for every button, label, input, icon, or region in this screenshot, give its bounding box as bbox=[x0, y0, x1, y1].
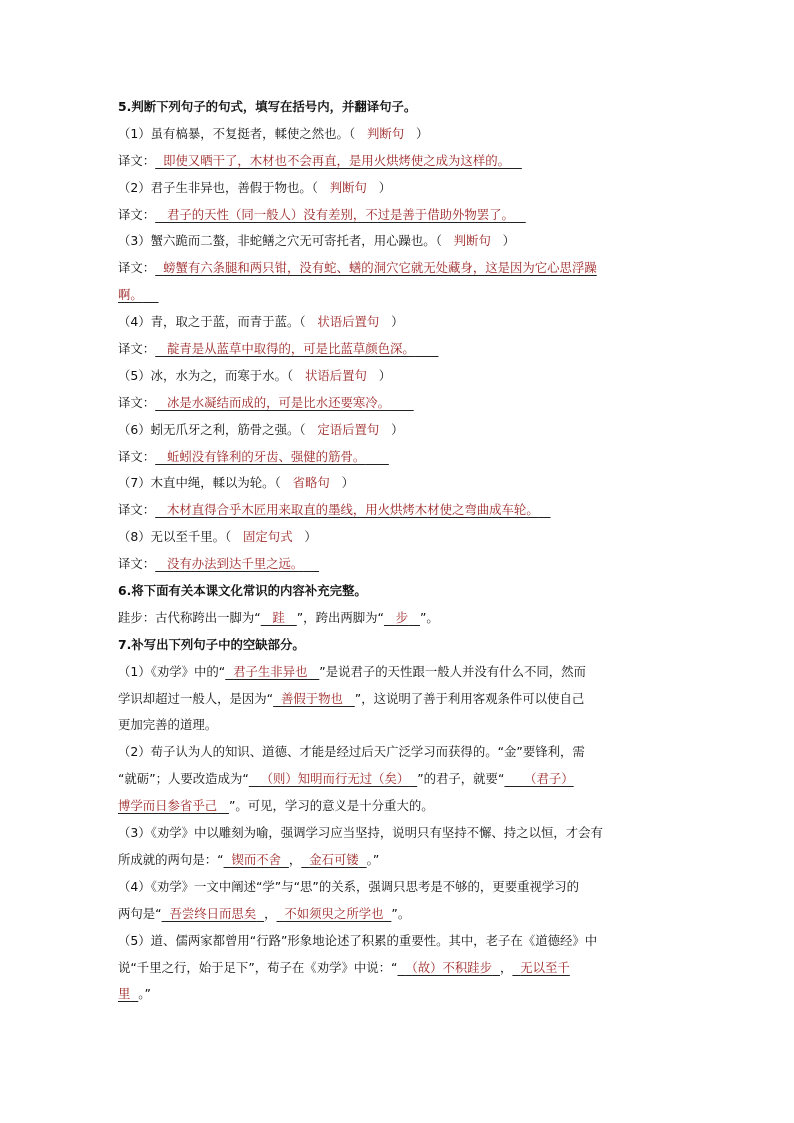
q5-item-3 bbox=[118, 228, 678, 255]
q7-p4-answer-1: 吾尝终日而思矣 bbox=[169, 905, 257, 921]
q6-heading: 6.将下面有关本课文化常识的内容补充完整。 bbox=[118, 583, 367, 599]
q5-item-6-close: ） bbox=[391, 421, 404, 437]
q7-p1-line2 bbox=[118, 686, 678, 713]
q5-item-8-close: ） bbox=[304, 529, 317, 545]
q7-p1-line1 bbox=[118, 659, 678, 686]
q7-p2-text-b: ”的君子，就要“ bbox=[417, 771, 505, 787]
q5-item-4 bbox=[118, 309, 678, 336]
q6-answer-a: 跬 bbox=[272, 609, 285, 625]
q6-text-a: 跬步：古代称跨出一脚为“ bbox=[118, 609, 261, 625]
q5-item-1-translation: 即使又晒干了，木材也不会再直，是用火烘烤使之成为这样的。 bbox=[163, 152, 510, 168]
q5-item-8-type: 固定句式 bbox=[243, 529, 293, 545]
q7-p5-comma: ， bbox=[499, 959, 513, 975]
q7-p4-answer-2: 不如须臾之所学也 bbox=[284, 905, 384, 921]
q5-item-4-sentence: （4）青，取之于蓝，而青于蓝。（ bbox=[118, 314, 306, 330]
q7-p3-comma: ， bbox=[288, 851, 302, 867]
q5-item-4-close: ） bbox=[391, 314, 404, 330]
q5-item-6 bbox=[118, 417, 678, 444]
q5-item-4-type: 状语后置句 bbox=[317, 314, 380, 330]
q7-p4-line1: （4）《劝学》一文中阐述“学”与“思”的关系，强调只思考是不够的，更要重视学习的 bbox=[118, 878, 580, 894]
q5-item-5-translation: 冰是水凝结而成的，可是比水还要寒冷。 bbox=[167, 394, 391, 410]
q5-item-3-close: ） bbox=[502, 233, 516, 249]
q5-item-2-translation: 君子的天性（同一般人）没有差别，不过是善于借助外物罢了。 bbox=[167, 206, 514, 222]
translation-label: 译文： bbox=[118, 448, 156, 464]
q5-item-3-translation-cont-row bbox=[118, 282, 678, 309]
q7-p3-answer-1: 锲而不舍 bbox=[231, 851, 281, 867]
q5-item-6-sentence: （6）蚓无爪牙之利，筋骨之强。（ bbox=[118, 421, 306, 437]
q5-item-6-translation: 蚯蚓没有锋利的牙齿、强健的筋骨。 bbox=[167, 448, 366, 464]
q5-item-5-type: 状语后置句 bbox=[304, 367, 367, 383]
q5-item-4-translation-row bbox=[118, 336, 678, 363]
q7-p2-line2 bbox=[118, 766, 678, 793]
q5-item-7-translation-row bbox=[118, 497, 678, 524]
q5-item-5 bbox=[118, 363, 678, 390]
q7-p1-answer-1: 君子生非异也 bbox=[233, 663, 308, 679]
q5-item-7-translation: 木材直得合乎木匠用来取直的墨线，用火烘烤木材使之弯曲成车轮。 bbox=[167, 502, 539, 518]
q7-p2-text-c: ”。可见，学习的意义是十分重大的。 bbox=[228, 798, 434, 814]
q7-p5-text-b: 。” bbox=[138, 986, 151, 1002]
q7-p3-line2 bbox=[118, 847, 678, 874]
q5-item-5-close: ） bbox=[378, 367, 392, 383]
translation-label: 译文： bbox=[118, 502, 156, 518]
q5-item-6-translation-row bbox=[118, 444, 678, 471]
q7-p2-line3 bbox=[118, 793, 678, 820]
q6-text-b: ”，跨出两脚为“ bbox=[296, 609, 384, 625]
q5-item-5-sentence: （5）冰，水为之，而寒于水。（ bbox=[118, 367, 294, 383]
q7-p2-line1: （2）荀子认为人的知识、道德、才能是经过后天广泛学习而获得的。“金”要锋利，需 bbox=[118, 744, 585, 760]
q5-item-2-sentence: （2）君子生非异也，善假于物也。（ bbox=[118, 179, 318, 195]
translation-label: 译文： bbox=[118, 394, 156, 410]
q7-p3-text: 所成就的两句是：“ bbox=[118, 851, 224, 867]
q7-p1-text: （1）《劝学》中的“ bbox=[118, 663, 226, 679]
translation-label: 译文： bbox=[118, 341, 156, 357]
q5-item-7-type: 省略句 bbox=[292, 475, 330, 491]
q5-item-6-type: 定语后置句 bbox=[317, 421, 380, 437]
q5-item-8-translation: 没有办法到达千里之远。 bbox=[167, 556, 304, 572]
translation-label: 译文： bbox=[118, 206, 156, 222]
q7-p3-line1: （3）《劝学》中以雕刻为喻，强调学习应当坚持，说明只有坚持不懈、持之以恒，才会有 bbox=[118, 825, 603, 841]
q5-item-3-sentence: （3）蟹六跪而二螯，非蛇鳝之穴无可寄托者，用心躁也。（ bbox=[118, 233, 442, 249]
translation-label: 译文： bbox=[118, 152, 156, 168]
q7-p3-answer-2: 金石可镂 bbox=[309, 851, 359, 867]
q6-answer-b: 步 bbox=[395, 609, 409, 625]
q7-p1-answer-2: 善假于物也 bbox=[281, 690, 343, 706]
q5-item-3-translation: 螃蟹有六条腿和两只钳，没有蛇、蟮的洞穴它就无处藏身，这是因为它心思浮躁 bbox=[163, 260, 597, 276]
q7-p1-text-c: 学识却超过一般人，是因为“ bbox=[118, 690, 274, 706]
q5-item-1 bbox=[118, 121, 678, 148]
q5-item-2-translation-row bbox=[118, 202, 678, 229]
worksheet-page bbox=[118, 94, 678, 1008]
q7-p4-text-b: ”。 bbox=[391, 905, 411, 921]
q5-item-8-sentence: （8）无以至千里。（ bbox=[118, 529, 232, 545]
q6-text-c: ”。 bbox=[420, 609, 439, 625]
q5-item-3-translation-row bbox=[118, 255, 678, 282]
translation-label: 译文： bbox=[118, 556, 156, 572]
q5-item-2-close: ） bbox=[378, 179, 392, 195]
q7-p5-line2 bbox=[118, 955, 678, 982]
q7-p2-answer-1: （则）知明而行无过（矣） bbox=[260, 771, 410, 787]
q5-item-3-type: 判断句 bbox=[453, 233, 491, 249]
q5-item-1-sentence: （1）虽有槁暴，不复挺者，輮使之然也。（ bbox=[118, 125, 356, 141]
q7-p1-text-d: ”，这说明了善于利用客观条件可以使自己 bbox=[354, 690, 585, 706]
q5-item-5-translation-row bbox=[118, 390, 678, 417]
q7-heading: 7.补写出下列句子中的空缺部分。 bbox=[118, 636, 305, 652]
q7-p1-text-b: ”是说君子的天性跟一般人并没有什么不同，然而 bbox=[319, 663, 586, 679]
q7-p3-text-b: 。” bbox=[366, 851, 380, 867]
q7-p2-text: “就砺”；人要改造成为“ bbox=[118, 771, 249, 787]
q5-item-1-translation-row bbox=[118, 148, 678, 175]
translation-label: 译文： bbox=[118, 260, 156, 276]
q5-item-1-close: ） bbox=[415, 125, 429, 141]
q7-p5-text: 说“千里之行，始于足下”，荀子在《劝学》中说：“ bbox=[118, 959, 398, 975]
q7-p2-answer-2-cont: 博学而日参省乎己 bbox=[118, 798, 218, 814]
q7-p5-line1: （5）道、儒两家都曾用“行路”形象地论述了积累的重要性。其中，老子在《道德经》中 bbox=[118, 932, 598, 948]
q7-p5-answer-1: （故）不积跬步 bbox=[405, 959, 493, 975]
q7-p2-answer-2-start: （君子） bbox=[524, 771, 574, 787]
q5-item-3-translation-cont: 啊。 bbox=[118, 287, 143, 303]
q6-body bbox=[118, 605, 678, 632]
q5-item-2-type: 判断句 bbox=[329, 179, 367, 195]
q7-p5-line3 bbox=[118, 981, 678, 1008]
q5-item-1-type: 判断句 bbox=[366, 125, 405, 141]
q7-p4-comma: ， bbox=[264, 905, 277, 921]
q5-heading: 5.判断下列句子的句式，填写在括号内，并翻译句子。 bbox=[118, 99, 417, 114]
q7-p1-line3: 更加完善的道理。 bbox=[118, 717, 218, 733]
q7-p5-answer-2-start: 无以至千 bbox=[520, 959, 570, 975]
q5-item-7-close: ） bbox=[341, 475, 354, 491]
q5-item-7 bbox=[118, 470, 678, 497]
q5-item-7-sentence: （7）木直中绳，輮以为轮。（ bbox=[118, 475, 281, 491]
q7-p5-answer-2-cont: 里 bbox=[118, 986, 131, 1002]
q5-item-8-translation-row bbox=[118, 551, 678, 578]
q7-p4-line2 bbox=[118, 901, 678, 928]
q5-item-2 bbox=[118, 175, 678, 202]
q7-p4-text: 两句是“ bbox=[118, 905, 162, 921]
q5-item-4-translation: 靛青是从蓝草中取得的，可是比蓝草颜色深。 bbox=[167, 341, 415, 357]
q5-item-8 bbox=[118, 524, 678, 551]
